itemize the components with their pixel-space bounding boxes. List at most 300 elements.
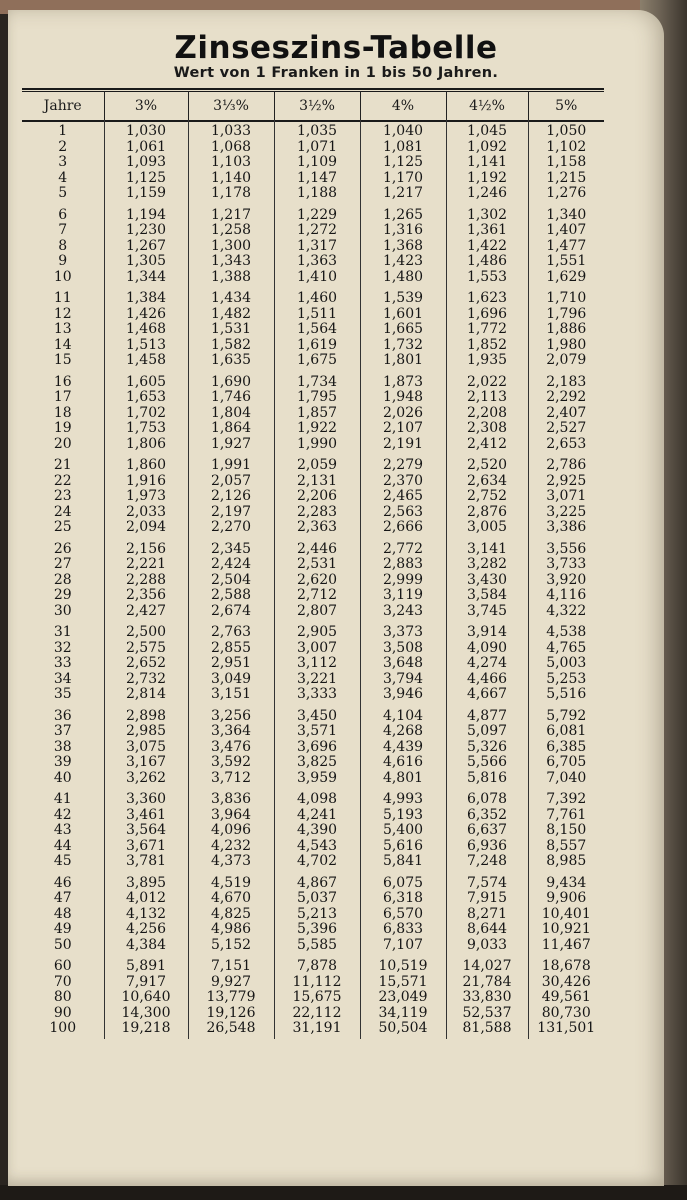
value-cell: 2,022 — [446, 371, 528, 391]
value-cell: 4,519 — [188, 872, 274, 892]
value-cell: 1,629 — [528, 270, 604, 288]
value-cell: 3,243 — [360, 604, 446, 622]
table-row — [22, 437, 604, 455]
value-cell: 3,584 — [446, 588, 528, 604]
value-cell: 1,796 — [528, 307, 604, 323]
table-row — [22, 120, 604, 140]
year-cell: 33 — [53, 655, 72, 671]
value-cell: 1,873 — [360, 371, 446, 391]
table-row — [22, 922, 604, 938]
year-cell: 46 — [53, 874, 72, 891]
year-cell: 36 — [53, 707, 72, 724]
value-cell: 4,765 — [528, 641, 604, 657]
value-cell: 2,634 — [446, 474, 528, 490]
value-cell: 10,519 — [360, 955, 446, 975]
value-cell: 2,999 — [360, 573, 446, 589]
value-cell: 3,825 — [274, 755, 360, 771]
value-cell: 1,340 — [528, 204, 604, 224]
value-cell: 2,563 — [360, 505, 446, 521]
value-cell: 1,140 — [188, 171, 274, 187]
value-cell: 1,410 — [274, 270, 360, 288]
value-cell: 1,384 — [104, 287, 188, 307]
table-row — [22, 204, 604, 224]
value-cell: 2,033 — [104, 505, 188, 521]
value-cell: 4,373 — [188, 854, 274, 872]
year-cell: 29 — [53, 587, 72, 603]
value-cell: 2,191 — [360, 437, 446, 455]
column-header-rate: 3% — [104, 91, 188, 120]
value-cell: 1,916 — [104, 474, 188, 490]
column-header-rate: 3½% — [274, 91, 360, 120]
value-cell: 1,230 — [104, 223, 188, 239]
year-cell: 48 — [53, 905, 72, 922]
value-cell: 7,761 — [528, 808, 604, 824]
value-cell: 1,229 — [274, 204, 360, 224]
table-row — [22, 520, 604, 538]
value-cell: 1,480 — [360, 270, 446, 288]
value-cell: 7,917 — [104, 975, 188, 991]
year-cell: 35 — [53, 686, 72, 702]
year-cell: 100 — [49, 1020, 77, 1036]
value-cell: 1,317 — [274, 239, 360, 255]
value-cell: 2,504 — [188, 573, 274, 589]
row-group — [22, 705, 604, 789]
value-cell: 2,951 — [188, 656, 274, 672]
value-cell: 4,538 — [528, 621, 604, 641]
value-cell: 1,710 — [528, 287, 604, 307]
value-cell: 80,730 — [528, 1006, 604, 1022]
value-cell: 1,194 — [104, 204, 188, 224]
value-cell: 1,460 — [274, 287, 360, 307]
value-cell: 2,208 — [446, 406, 528, 422]
year-cell: 44 — [53, 837, 72, 854]
value-cell: 1,434 — [188, 287, 274, 307]
value-cell: 26,548 — [188, 1021, 274, 1039]
value-cell: 4,116 — [528, 588, 604, 604]
table-row — [22, 771, 604, 789]
value-cell: 3,895 — [104, 872, 188, 892]
value-cell: 6,936 — [446, 839, 528, 855]
value-cell: 3,282 — [446, 557, 528, 573]
table-row — [22, 705, 604, 725]
value-cell: 3,461 — [104, 808, 188, 824]
year-cell: 20 — [53, 435, 72, 452]
value-cell: 2,059 — [274, 454, 360, 474]
value-cell: 4,877 — [446, 705, 528, 725]
value-cell: 2,270 — [188, 520, 274, 538]
value-cell: 4,268 — [360, 724, 446, 740]
value-cell: 2,026 — [360, 406, 446, 422]
value-cell: 7,392 — [528, 788, 604, 808]
value-cell: 1,159 — [104, 186, 188, 204]
row-group — [22, 621, 604, 705]
table-row — [22, 755, 604, 771]
year-cell: 26 — [53, 540, 72, 557]
value-cell: 3,364 — [188, 724, 274, 740]
value-cell: 8,557 — [528, 839, 604, 855]
value-cell: 3,049 — [188, 672, 274, 688]
value-cell: 1,690 — [188, 371, 274, 391]
table-row — [22, 839, 604, 855]
value-cell: 2,107 — [360, 421, 446, 437]
value-cell: 1,553 — [446, 270, 528, 288]
value-cell: 1,217 — [360, 186, 446, 204]
value-cell: 1,045 — [446, 120, 528, 140]
value-cell: 5,003 — [528, 656, 604, 672]
value-cell: 4,241 — [274, 808, 360, 824]
value-cell: 2,197 — [188, 505, 274, 521]
table-row — [22, 557, 604, 573]
value-cell: 2,814 — [104, 687, 188, 705]
value-cell: 5,891 — [104, 955, 188, 975]
value-cell: 3,167 — [104, 755, 188, 771]
year-cell: 15 — [53, 352, 72, 368]
value-cell: 6,833 — [360, 922, 446, 938]
table-row — [22, 656, 604, 672]
year-cell: 32 — [53, 639, 72, 656]
value-cell: 2,292 — [528, 390, 604, 406]
value-cell: 1,653 — [104, 390, 188, 406]
value-cell: 5,396 — [274, 922, 360, 938]
value-cell: 4,993 — [360, 788, 446, 808]
table-row — [22, 588, 604, 604]
page-title: Zinseszins-Tabelle — [174, 30, 498, 66]
table-row — [22, 505, 604, 521]
value-cell: 4,439 — [360, 740, 446, 756]
value-cell: 3,564 — [104, 823, 188, 839]
year-cell: 13 — [53, 321, 72, 337]
table-row — [22, 322, 604, 338]
value-cell: 4,825 — [188, 907, 274, 923]
year-cell: 17 — [53, 389, 72, 405]
value-cell: 4,256 — [104, 922, 188, 938]
value-cell: 1,948 — [360, 390, 446, 406]
value-cell: 23,049 — [360, 990, 446, 1006]
value-cell: 3,712 — [188, 771, 274, 789]
value-cell: 1,170 — [360, 171, 446, 187]
year-cell: 40 — [53, 769, 72, 786]
value-cell: 131,501 — [528, 1021, 604, 1039]
interest-table-container — [22, 91, 604, 1039]
value-cell: 3,005 — [446, 520, 528, 538]
value-cell: 3,450 — [274, 705, 360, 725]
value-cell: 5,326 — [446, 740, 528, 756]
value-cell: 6,705 — [528, 755, 604, 771]
value-cell: 8,644 — [446, 922, 528, 938]
year-cell: 30 — [53, 602, 72, 619]
value-cell: 1,531 — [188, 322, 274, 338]
value-cell: 3,671 — [104, 839, 188, 855]
value-cell: 1,864 — [188, 421, 274, 437]
value-cell: 7,151 — [188, 955, 274, 975]
year-cell: 31 — [53, 624, 72, 640]
year-cell: 1 — [58, 123, 68, 139]
value-cell: 5,400 — [360, 823, 446, 839]
value-cell: 4,232 — [188, 839, 274, 855]
value-cell: 2,732 — [104, 672, 188, 688]
year-cell: 45 — [53, 853, 72, 869]
value-cell: 1,407 — [528, 223, 604, 239]
year-cell: 25 — [53, 519, 72, 535]
value-cell: 5,841 — [360, 854, 446, 872]
value-cell: 3,920 — [528, 573, 604, 589]
value-cell: 9,906 — [528, 891, 604, 907]
value-cell: 7,248 — [446, 854, 528, 872]
year-cell: 39 — [53, 754, 72, 770]
table-row — [22, 687, 604, 705]
value-cell: 5,213 — [274, 907, 360, 923]
value-cell: 2,412 — [446, 437, 528, 455]
table-row — [22, 140, 604, 156]
table-row — [22, 421, 604, 437]
value-cell: 1,068 — [188, 140, 274, 156]
value-cell: 1,804 — [188, 406, 274, 422]
value-cell: 3,373 — [360, 621, 446, 641]
value-cell: 4,390 — [274, 823, 360, 839]
year-cell: 8 — [58, 237, 68, 254]
value-cell: 1,582 — [188, 338, 274, 354]
value-cell: 1,990 — [274, 437, 360, 455]
value-cell: 1,343 — [188, 254, 274, 270]
value-cell: 1,305 — [104, 254, 188, 270]
value-cell: 2,531 — [274, 557, 360, 573]
year-cell: 6 — [58, 206, 68, 223]
value-cell: 1,564 — [274, 322, 360, 338]
row-group — [22, 120, 604, 204]
value-cell: 9,033 — [446, 938, 528, 956]
value-cell: 1,860 — [104, 454, 188, 474]
year-cell: 16 — [53, 373, 72, 390]
year-cell: 28 — [53, 571, 72, 588]
row-group — [22, 788, 604, 872]
value-cell: 4,384 — [104, 938, 188, 956]
year-cell: 60 — [53, 958, 72, 974]
value-cell: 21,784 — [446, 975, 528, 991]
value-cell: 2,786 — [528, 454, 604, 474]
value-cell: 2,500 — [104, 621, 188, 641]
value-cell: 4,096 — [188, 823, 274, 839]
value-cell: 2,113 — [446, 390, 528, 406]
value-cell: 1,258 — [188, 223, 274, 239]
value-cell: 1,922 — [274, 421, 360, 437]
value-cell: 3,592 — [188, 755, 274, 771]
value-cell: 3,946 — [360, 687, 446, 705]
value-cell: 1,061 — [104, 140, 188, 156]
year-cell: 21 — [53, 457, 72, 473]
value-cell: 6,081 — [528, 724, 604, 740]
value-cell: 2,465 — [360, 489, 446, 505]
value-cell: 2,883 — [360, 557, 446, 573]
value-cell: 1,772 — [446, 322, 528, 338]
value-cell: 1,732 — [360, 338, 446, 354]
row-group — [22, 538, 604, 622]
value-cell: 2,653 — [528, 437, 604, 455]
year-cell: 10 — [53, 268, 72, 285]
value-cell: 4,012 — [104, 891, 188, 907]
value-cell: 19,126 — [188, 1006, 274, 1022]
value-cell: 1,486 — [446, 254, 528, 270]
value-cell: 1,806 — [104, 437, 188, 455]
value-cell: 7,574 — [446, 872, 528, 892]
year-cell: 41 — [53, 791, 72, 807]
value-cell: 81,588 — [446, 1021, 528, 1039]
value-cell: 3,071 — [528, 489, 604, 505]
value-cell: 1,482 — [188, 307, 274, 323]
value-cell: 19,218 — [104, 1021, 188, 1039]
value-cell: 15,571 — [360, 975, 446, 991]
value-cell: 5,097 — [446, 724, 528, 740]
value-cell: 2,763 — [188, 621, 274, 641]
value-cell: 34,119 — [360, 1006, 446, 1022]
value-cell: 1,300 — [188, 239, 274, 255]
value-cell: 1,935 — [446, 353, 528, 371]
value-cell: 1,040 — [360, 120, 446, 140]
table-row — [22, 474, 604, 490]
value-cell: 1,030 — [104, 120, 188, 140]
year-cell: 70 — [53, 973, 72, 990]
booklet-page — [8, 10, 664, 1186]
value-cell: 1,217 — [188, 204, 274, 224]
value-cell: 1,033 — [188, 120, 274, 140]
table-row — [22, 823, 604, 839]
value-cell: 8,271 — [446, 907, 528, 923]
value-cell: 5,152 — [188, 938, 274, 956]
value-cell: 2,905 — [274, 621, 360, 641]
value-cell: 5,037 — [274, 891, 360, 907]
value-cell: 1,093 — [104, 155, 188, 171]
value-cell: 2,925 — [528, 474, 604, 490]
compound-interest-table — [22, 91, 604, 1039]
row-group — [22, 287, 604, 371]
value-cell: 3,836 — [188, 788, 274, 808]
row-group — [22, 371, 604, 455]
value-cell: 1,980 — [528, 338, 604, 354]
year-cell: 22 — [53, 472, 72, 489]
value-cell: 4,090 — [446, 641, 528, 657]
value-cell: 1,513 — [104, 338, 188, 354]
value-cell: 3,571 — [274, 724, 360, 740]
value-cell: 1,734 — [274, 371, 360, 391]
value-cell: 3,556 — [528, 538, 604, 558]
year-cell: 27 — [53, 556, 72, 572]
value-cell: 2,126 — [188, 489, 274, 505]
value-cell: 11,467 — [528, 938, 604, 956]
value-cell: 1,178 — [188, 186, 274, 204]
value-cell: 1,071 — [274, 140, 360, 156]
value-cell: 1,696 — [446, 307, 528, 323]
column-header-rate: 4½% — [446, 91, 528, 120]
value-cell: 22,112 — [274, 1006, 360, 1022]
value-cell: 1,192 — [446, 171, 528, 187]
year-cell: 3 — [58, 154, 68, 170]
year-cell: 80 — [53, 989, 72, 1005]
value-cell: 1,422 — [446, 239, 528, 255]
value-cell: 2,620 — [274, 573, 360, 589]
value-cell: 1,035 — [274, 120, 360, 140]
value-cell: 2,057 — [188, 474, 274, 490]
table-row — [22, 1006, 604, 1022]
value-cell: 1,267 — [104, 239, 188, 255]
value-cell: 2,221 — [104, 557, 188, 573]
value-cell: 1,316 — [360, 223, 446, 239]
value-cell: 4,132 — [104, 907, 188, 923]
table-row — [22, 621, 604, 641]
value-cell: 6,078 — [446, 788, 528, 808]
row-group — [22, 454, 604, 538]
row-group — [22, 872, 604, 956]
value-cell: 1,188 — [274, 186, 360, 204]
year-cell: 9 — [58, 253, 68, 269]
table-row — [22, 672, 604, 688]
table-row — [22, 740, 604, 756]
table-row — [22, 604, 604, 622]
value-cell: 1,619 — [274, 338, 360, 354]
value-cell: 1,147 — [274, 171, 360, 187]
table-row — [22, 872, 604, 892]
background-bottom-edge — [0, 1185, 687, 1200]
value-cell: 6,637 — [446, 823, 528, 839]
value-cell: 2,308 — [446, 421, 528, 437]
value-cell: 1,423 — [360, 254, 446, 270]
value-cell: 1,665 — [360, 322, 446, 338]
table-row — [22, 287, 604, 307]
table-row — [22, 975, 604, 991]
table-row — [22, 406, 604, 422]
value-cell: 1,753 — [104, 421, 188, 437]
value-cell: 1,265 — [360, 204, 446, 224]
column-header-years: Jahre — [43, 97, 82, 114]
value-cell: 18,678 — [528, 955, 604, 975]
value-cell: 1,103 — [188, 155, 274, 171]
value-cell: 1,857 — [274, 406, 360, 422]
value-cell: 2,807 — [274, 604, 360, 622]
value-cell: 2,156 — [104, 538, 188, 558]
value-cell: 1,125 — [104, 171, 188, 187]
year-cell: 47 — [53, 890, 72, 906]
value-cell: 2,279 — [360, 454, 446, 474]
year-cell: 11 — [53, 290, 72, 306]
year-cell: 19 — [53, 420, 72, 436]
value-cell: 5,616 — [360, 839, 446, 855]
value-cell: 10,640 — [104, 990, 188, 1006]
value-cell: 2,855 — [188, 641, 274, 657]
value-cell: 2,345 — [188, 538, 274, 558]
table-row — [22, 155, 604, 171]
value-cell: 1,363 — [274, 254, 360, 270]
year-cell: 50 — [53, 936, 72, 953]
value-cell: 4,322 — [528, 604, 604, 622]
value-cell: 30,426 — [528, 975, 604, 991]
row-group — [22, 204, 604, 288]
year-cell: 2 — [58, 138, 68, 155]
value-cell: 6,318 — [360, 891, 446, 907]
table-row — [22, 990, 604, 1006]
value-cell: 7,915 — [446, 891, 528, 907]
value-cell: 3,225 — [528, 505, 604, 521]
value-cell: 4,670 — [188, 891, 274, 907]
value-cell: 1,886 — [528, 322, 604, 338]
value-cell: 4,801 — [360, 771, 446, 789]
value-cell: 1,852 — [446, 338, 528, 354]
value-cell: 2,876 — [446, 505, 528, 521]
value-cell: 1,539 — [360, 287, 446, 307]
value-cell: 9,434 — [528, 872, 604, 892]
value-cell: 2,363 — [274, 520, 360, 538]
value-cell: 3,781 — [104, 854, 188, 872]
value-cell: 1,092 — [446, 140, 528, 156]
value-cell: 3,733 — [528, 557, 604, 573]
year-cell: 14 — [53, 336, 72, 353]
